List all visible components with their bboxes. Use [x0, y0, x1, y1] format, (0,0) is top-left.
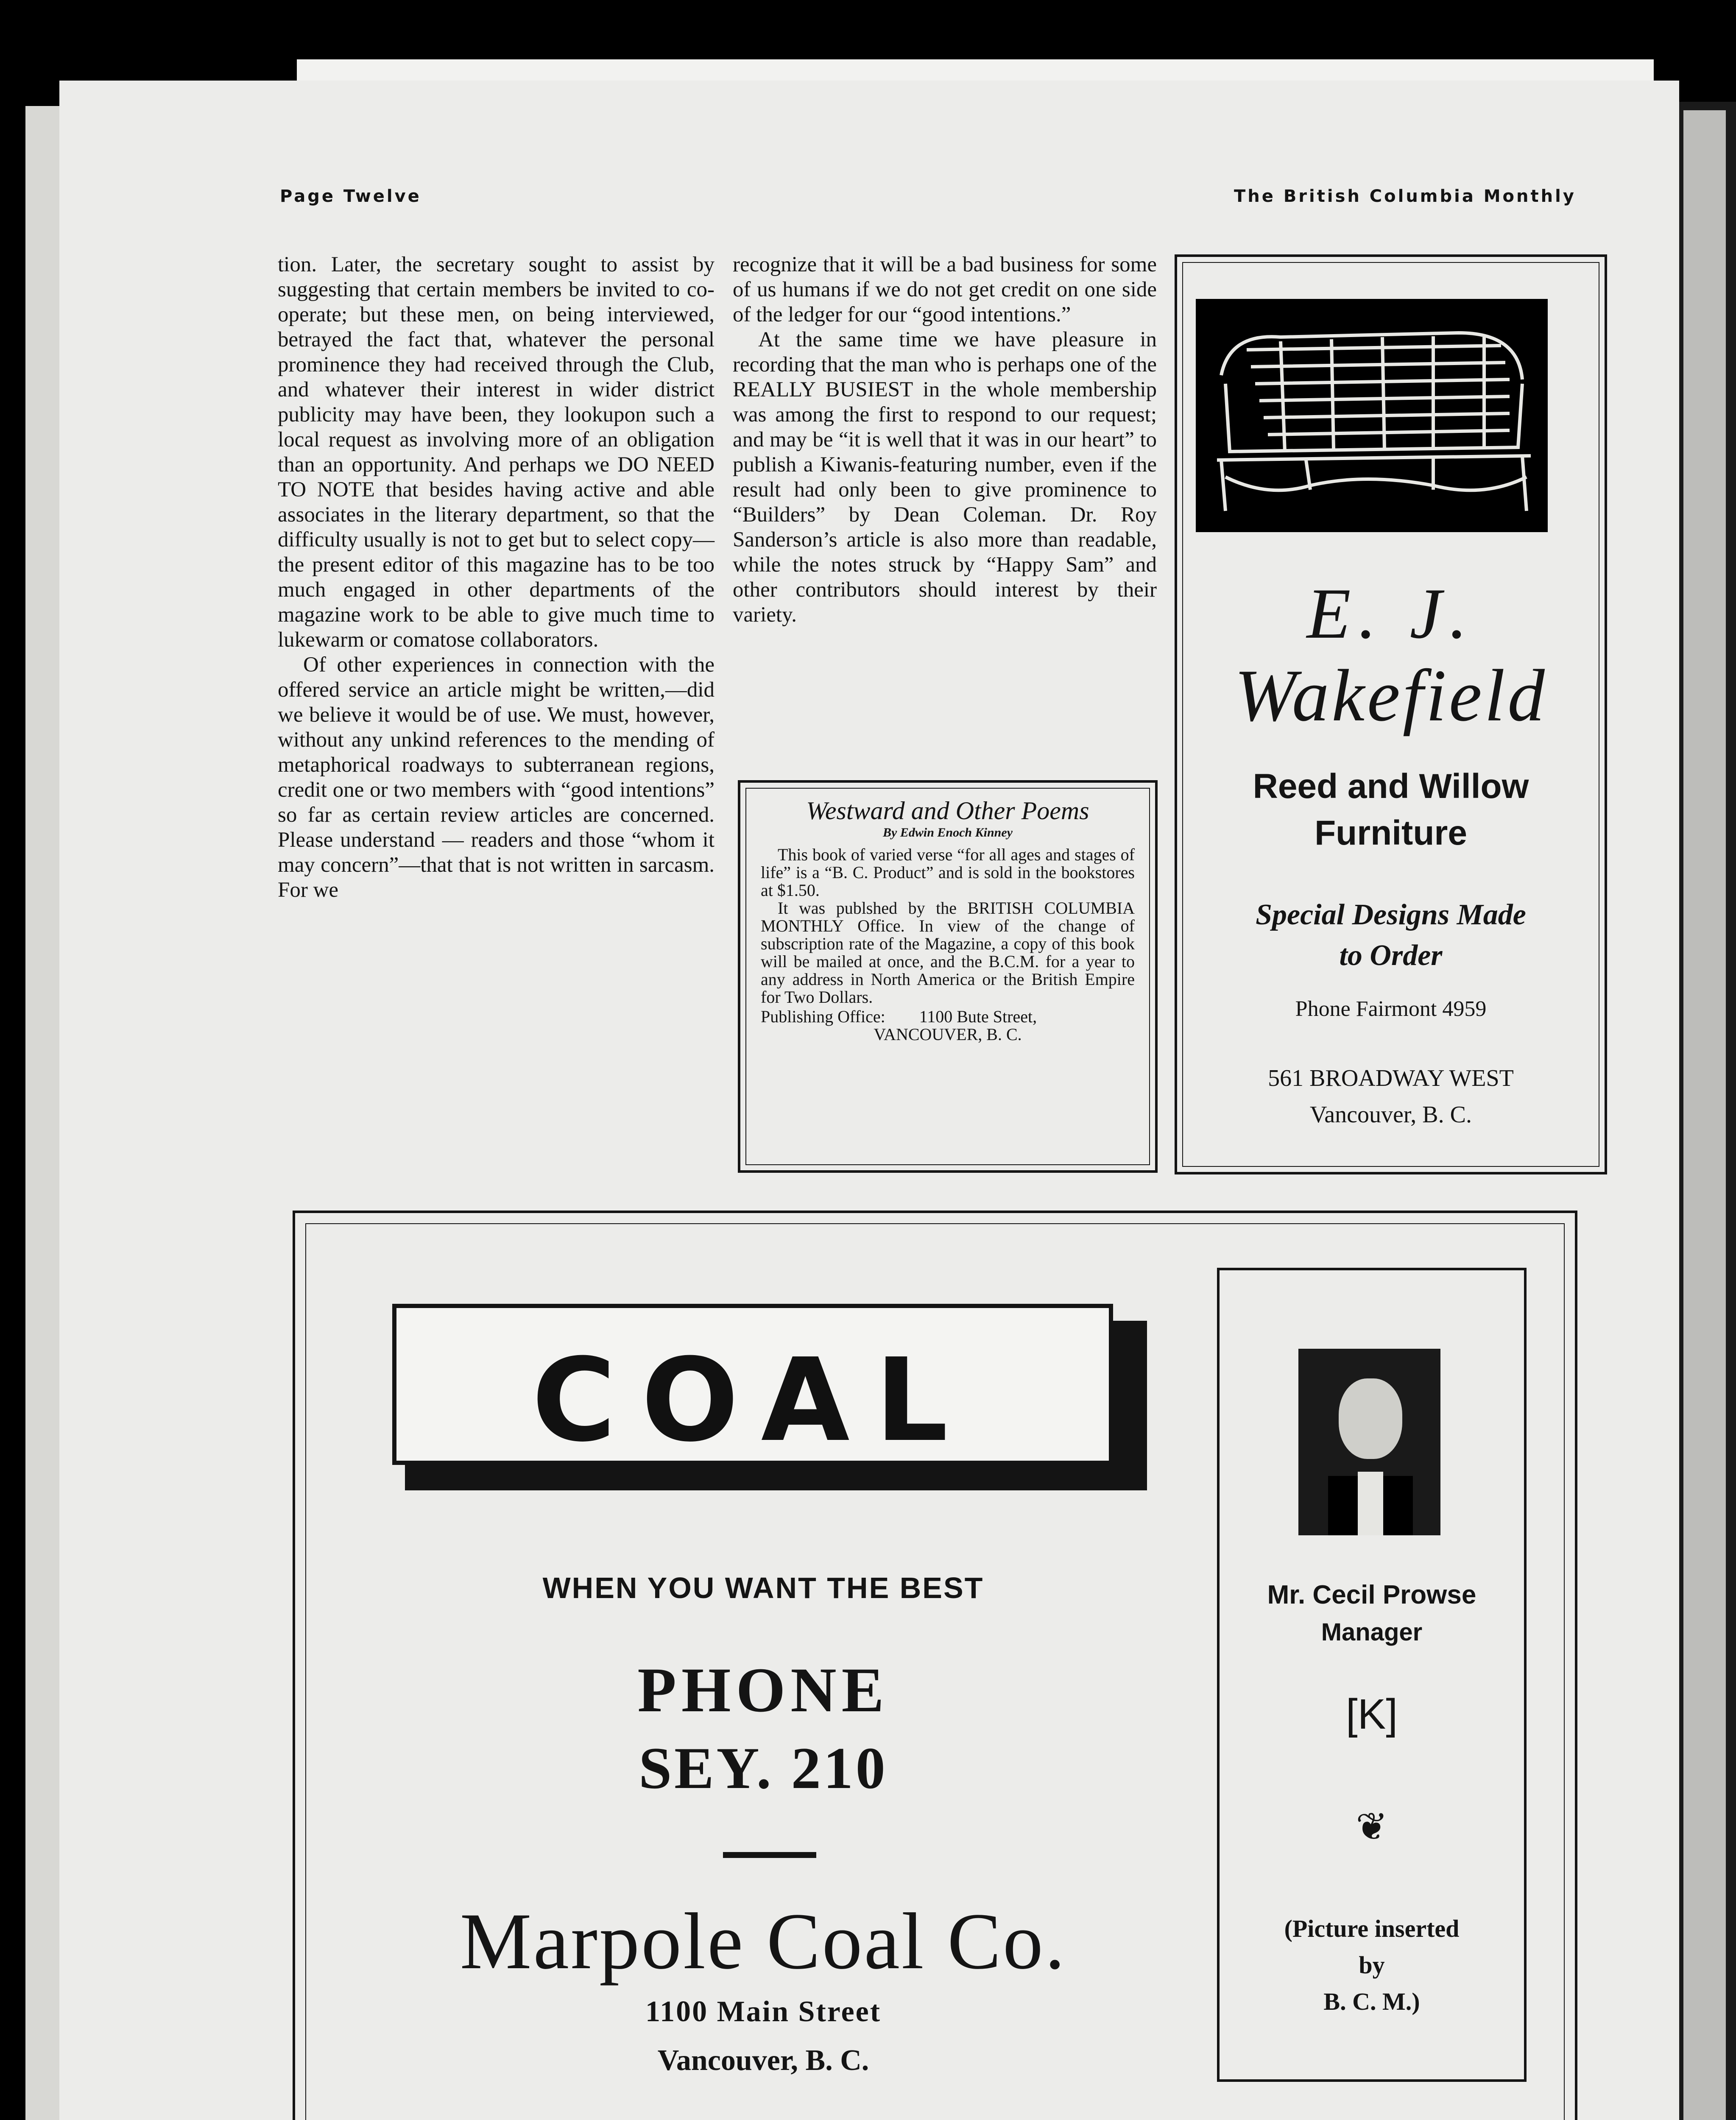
coal-tagline: WHEN YOU WANT THE BEST: [542, 1571, 984, 1604]
poem-book-title: Westward and Other Poems: [806, 797, 1089, 825]
wakefield-special-line1: Special Designs Made: [1256, 898, 1526, 931]
manager-title: Manager: [1321, 1618, 1423, 1646]
article-paragraph: At the same time we have pleasure in recording that the man who is perhaps one of the REALLY BUSIEST in the whole membership was among the first to respond to our request; and may be “it is well that it was in our heart” to publish a Kiwanis-featuring number, even if the result had only been to give prominence to “Builders” by Dean Coleman. Dr. Roy Sanderson’s article is also more than readable, while the notes struck by “Happy Sam” and other contributors should interest by their variety.: [733, 328, 1157, 627]
manager-panel: [1217, 1268, 1527, 2082]
coal-divider-rule: [723, 1852, 816, 1858]
picture-note-line3: B. C. M.): [1323, 1988, 1420, 2015]
manager-name: Mr. Cecil Prowse: [1267, 1580, 1476, 1610]
wakefield-city: Vancouver, B. C.: [1310, 1102, 1472, 1128]
picture-note-line1: (Picture inserted: [1284, 1915, 1460, 1942]
wakefield-phone: Phone Fairmont 4959: [1295, 997, 1487, 1021]
picture-note-line2: by: [1359, 1951, 1385, 1979]
page-number-header: Page Twelve: [280, 187, 421, 206]
article-paragraph: Of other experiences in connection with the offered service an article might be written,—did we believe it would be of use. We must, however, without any unkind references to the mending of metaphorical roadways to subterranean regions, credit one or two members with “good intentions” so far as certain review articles are concerned. Please understand — readers and those “whom it may concern”—that that is not written in sarcasm. For we: [278, 653, 714, 902]
wakefield-special-line2: to Order: [1339, 939, 1443, 972]
article-paragraph: tion. Later, the secretary sought to assist by suggesting that certain members be invited to co-operate; but these men, on being interviewed, betrayed the fact that, whatever the personal prominence they had received through the Club, and whatever their interest in wider district publicity may have been, they lookupon such a local request as involving more of an obligation than an opportunity. And perhaps we DO NEED TO NOTE that besides having active and able associates in the literary department, so that the difficulty usually is not to get but to select copy—the present editor of this magazine has to be too much engaged in other departments of the magazine work to be able to give much time to lukewarm or comatose collaborators.: [278, 253, 714, 652]
article-column-left: [278, 252, 714, 903]
coal-phone-number: SEY. 210: [639, 1735, 888, 1801]
wakefield-product-line2: Furniture: [1315, 814, 1467, 852]
magazine-title-header: The British Columbia Monthly: [1234, 187, 1576, 206]
wicker-settee-photo: [1196, 299, 1548, 532]
manager-portrait: [1298, 1349, 1440, 1535]
coal-phone-label: PHONE: [637, 1655, 889, 1725]
publishing-office-city: VANCOUVER, B. C.: [874, 1025, 1022, 1044]
coal-sign-word: COAL: [532, 1333, 974, 1467]
coal-sign-face: [392, 1304, 1113, 1465]
wakefield-name: Wakefield: [1234, 654, 1547, 736]
wakefield-initials: E. J.: [1306, 574, 1475, 653]
publishing-office-label: Publishing Office:: [761, 1007, 885, 1026]
poem-book-advertisement: [738, 780, 1158, 1173]
kiwanis-logo-icon: ❦: [1356, 1806, 1388, 1848]
coal-sign: [392, 1304, 1147, 1490]
poem-ad-paragraph: This book of varied verse “for all ages and stages of life” is a “B. C. Product” and is sold in the bookstores at $1.50.: [761, 845, 1135, 900]
wakefield-product-line1: Reed and Willow: [1253, 767, 1529, 806]
article-paragraph: recognize that it will be a bad business for some of us humans if we do not get credit on one side of the ledger for our “good intentions.”: [733, 253, 1157, 326]
poem-ad-paragraph: It was publshed by the BRITISH COLUMBIA MONTHLY Office. In view of the change of subscription rate of the Magazine, a copy of this book will be mailed at once, and the B.C.M. for a year to any address in North America or the British Empire for Two Dollars.: [761, 898, 1135, 1007]
facing-page-edge: [1683, 110, 1726, 2120]
coal-company-name: Marpole Coal Co.: [460, 1897, 1067, 1986]
wakefield-address: 561 BROADWAY WEST: [1268, 1065, 1514, 1091]
article-column-right: [733, 252, 1157, 628]
wakefield-advertisement: [1175, 254, 1607, 1174]
publishing-office-address: 1100 Bute Street,: [919, 1007, 1037, 1026]
coal-street-address: 1100 Main Street: [645, 1995, 882, 2028]
coal-city: Vancouver, B. C.: [657, 2044, 869, 2077]
kiwanis-mark: [K]: [1345, 1690, 1398, 1738]
poem-book-byline: By Edwin Enoch Kinney: [883, 826, 1013, 840]
